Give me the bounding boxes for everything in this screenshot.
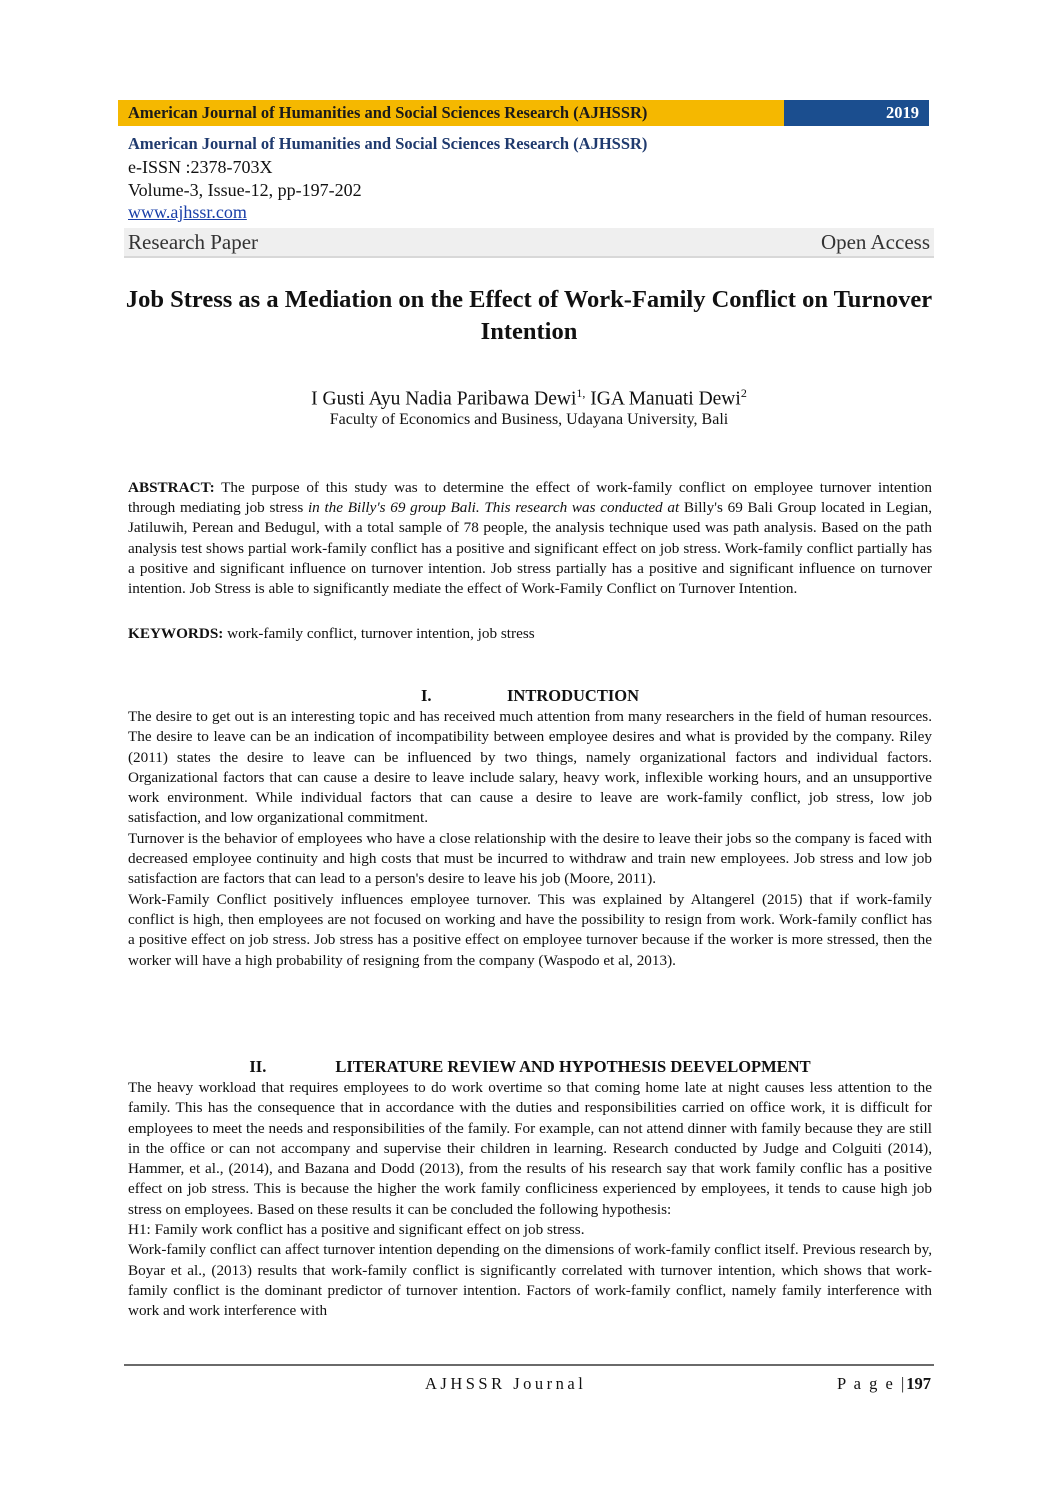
- keywords-text: work-family conflict, turnover intention, job stress: [223, 625, 535, 642]
- section-title: INTRODUCTION: [506, 686, 640, 705]
- paragraph: The desire to get out is an interesting topic and has received much attention from many researchers in the field of human resources. The desire to leave can be an indication of incompatibility between employee desires and what is provided by the company. Riley (2011) states the desire to leave can be influenced by two things, namely organizational factors and individual factors. Organizational factors that can cause a desire to leave include salary, heavy work, inflexible working hours, and an unsupportive work environment. While individual factors that can cause a desire to leave are work-family conflict, job stress, low job satisfaction, and low organizational commitment.: [128, 708, 932, 827]
- section-number: II.: [249, 1057, 267, 1076]
- abstract-label: ABSTRACT:: [128, 479, 215, 496]
- author-2-affil: 2: [740, 386, 747, 400]
- page-label: P a g e |: [836, 1374, 907, 1393]
- banner-year: 2019: [784, 100, 929, 126]
- abstract: [128, 478, 932, 599]
- journal-url-link[interactable]: www.ajhssr.com: [128, 202, 247, 222]
- footer-divider: [124, 1364, 934, 1366]
- volume-info: Volume-3, Issue-12, pp-197-202: [128, 180, 362, 200]
- paper-type-bar: [124, 228, 934, 258]
- abstract-text-a: The purpose of this study was to determine the effect of work-family conflict on employee turnover intention through mediating job stress: [128, 479, 932, 517]
- affiliation: Faculty of Economics and Business, Udayana University, Bali: [329, 411, 729, 428]
- author-2: IGA Manuati Dewi: [585, 388, 741, 410]
- journal-banner: [118, 100, 929, 126]
- abstract-text-italic: in the Billy's 69 group Bali. This research was conducted at: [307, 499, 680, 517]
- paragraph: H1: Family work conflict has a positive and significant effect on job stress.: [128, 1221, 585, 1239]
- section-number: I.: [420, 686, 432, 705]
- section-body-introduction: [128, 707, 932, 971]
- section-body-literature-review: [128, 1078, 932, 1322]
- section-heading-introduction: [128, 686, 932, 706]
- footer-journal: AJHSSR Journal: [425, 1374, 587, 1393]
- paragraph: Turnover is the behavior of employees who have a close relationship with the desire to leave their jobs so the company is faced with decreased employee continuity and high costs that must be incurred to withdraw and train new employees. Job stress and low job satisfaction are factors that can lead to a person's desire to leave his job (Moore, 2011).: [128, 829, 932, 888]
- paper-title: Job Stress as a Mediation on the Effect of Work-Family Conflict on Turnover Intention: [125, 286, 933, 345]
- author-1-affil: 1,: [576, 386, 586, 400]
- keywords-label: KEYWORDS:: [128, 625, 224, 642]
- keywords: [128, 624, 932, 644]
- journal-name: American Journal of Humanities and Social Sciences Research (AJHSSR): [128, 134, 648, 153]
- author-1: I Gusti Ayu Nadia Paribawa Dewi: [311, 388, 577, 410]
- banner-journal-name: American Journal of Humanities and Social Sciences Research (AJHSSR): [118, 100, 784, 126]
- paper-type: Research Paper: [128, 229, 259, 254]
- page-number: 197: [906, 1374, 931, 1393]
- paragraph: The heavy workload that requires employees to do work overtime so that coming home late at night causes less attention to the family. This has the consequence that in accordance with the duties and responsibilities carried on office work, it is difficult for employees to meet the needs and responsibilities of the family. For example, can not attend dinner with family because they are still in the office or can not accompany and supervise their children in learning. Research conducted by Judge and Colguiti (2014), Hammer, et al., (2014), and Bazana and Dodd (2013), from the results of his research say that work family conflic has a positive effect on job stress. This is because the higher the work family confliciness experienced by employees, it tends to cause high job stress on employees. Based on these results it can be concluded the following hypothesis:: [128, 1079, 932, 1218]
- paragraph: Work-Family Conflict positively influences employee turnover. This was explained by Altangerel (2015) that if work-family conflict is high, then employees are not focused on working and have the possibility to resign from work. Work-family conflict has a positive effect on job stress. Job stress has a positive effect on employee turnover because if the worker is more stressed, then the worker will have a high probability of resigning from the company (Waspodo et al, 2013).: [128, 890, 932, 969]
- footer-page: [837, 1374, 931, 1394]
- section-title: LITERATURE REVIEW AND HYPOTHESIS DEEVELOPMENT: [335, 1057, 811, 1076]
- journal-meta: [128, 133, 933, 223]
- section-heading-literature-review: [128, 1057, 932, 1077]
- authors: [120, 381, 938, 412]
- paragraph: Work-family conflict can affect turnover intention depending on the dimensions of work-family conflict itself. Previous research by, Boyar et al., (2013) results that work-family conflict is significantly correlated with turnover intention, which shows that work-family conflict is the dominant predictor of turnover intention. Factors of work-family conflict, namely family interference with work and work interference with: [128, 1241, 932, 1320]
- issn: e-ISSN :2378-703X: [128, 157, 273, 177]
- access-type: Open Access: [820, 229, 930, 254]
- abstract-text-b: Billy's 69 Bali Group located in Legian, Jatiluwih, Perean and Bedugul, with a total sample of 78 people, the analysis technique used was path analysis. Based on the path analysis test shows partial work-family conflict has a positive and significant effect on job stress. Work-family conflict partially has a positive and significant influence on turnover intention. Job stress partially has a positive and significant influence on turnover intention. Job Stress is able to significantly mediate the effect of Work-Family Conflict on Turnover Intention.: [128, 499, 933, 598]
